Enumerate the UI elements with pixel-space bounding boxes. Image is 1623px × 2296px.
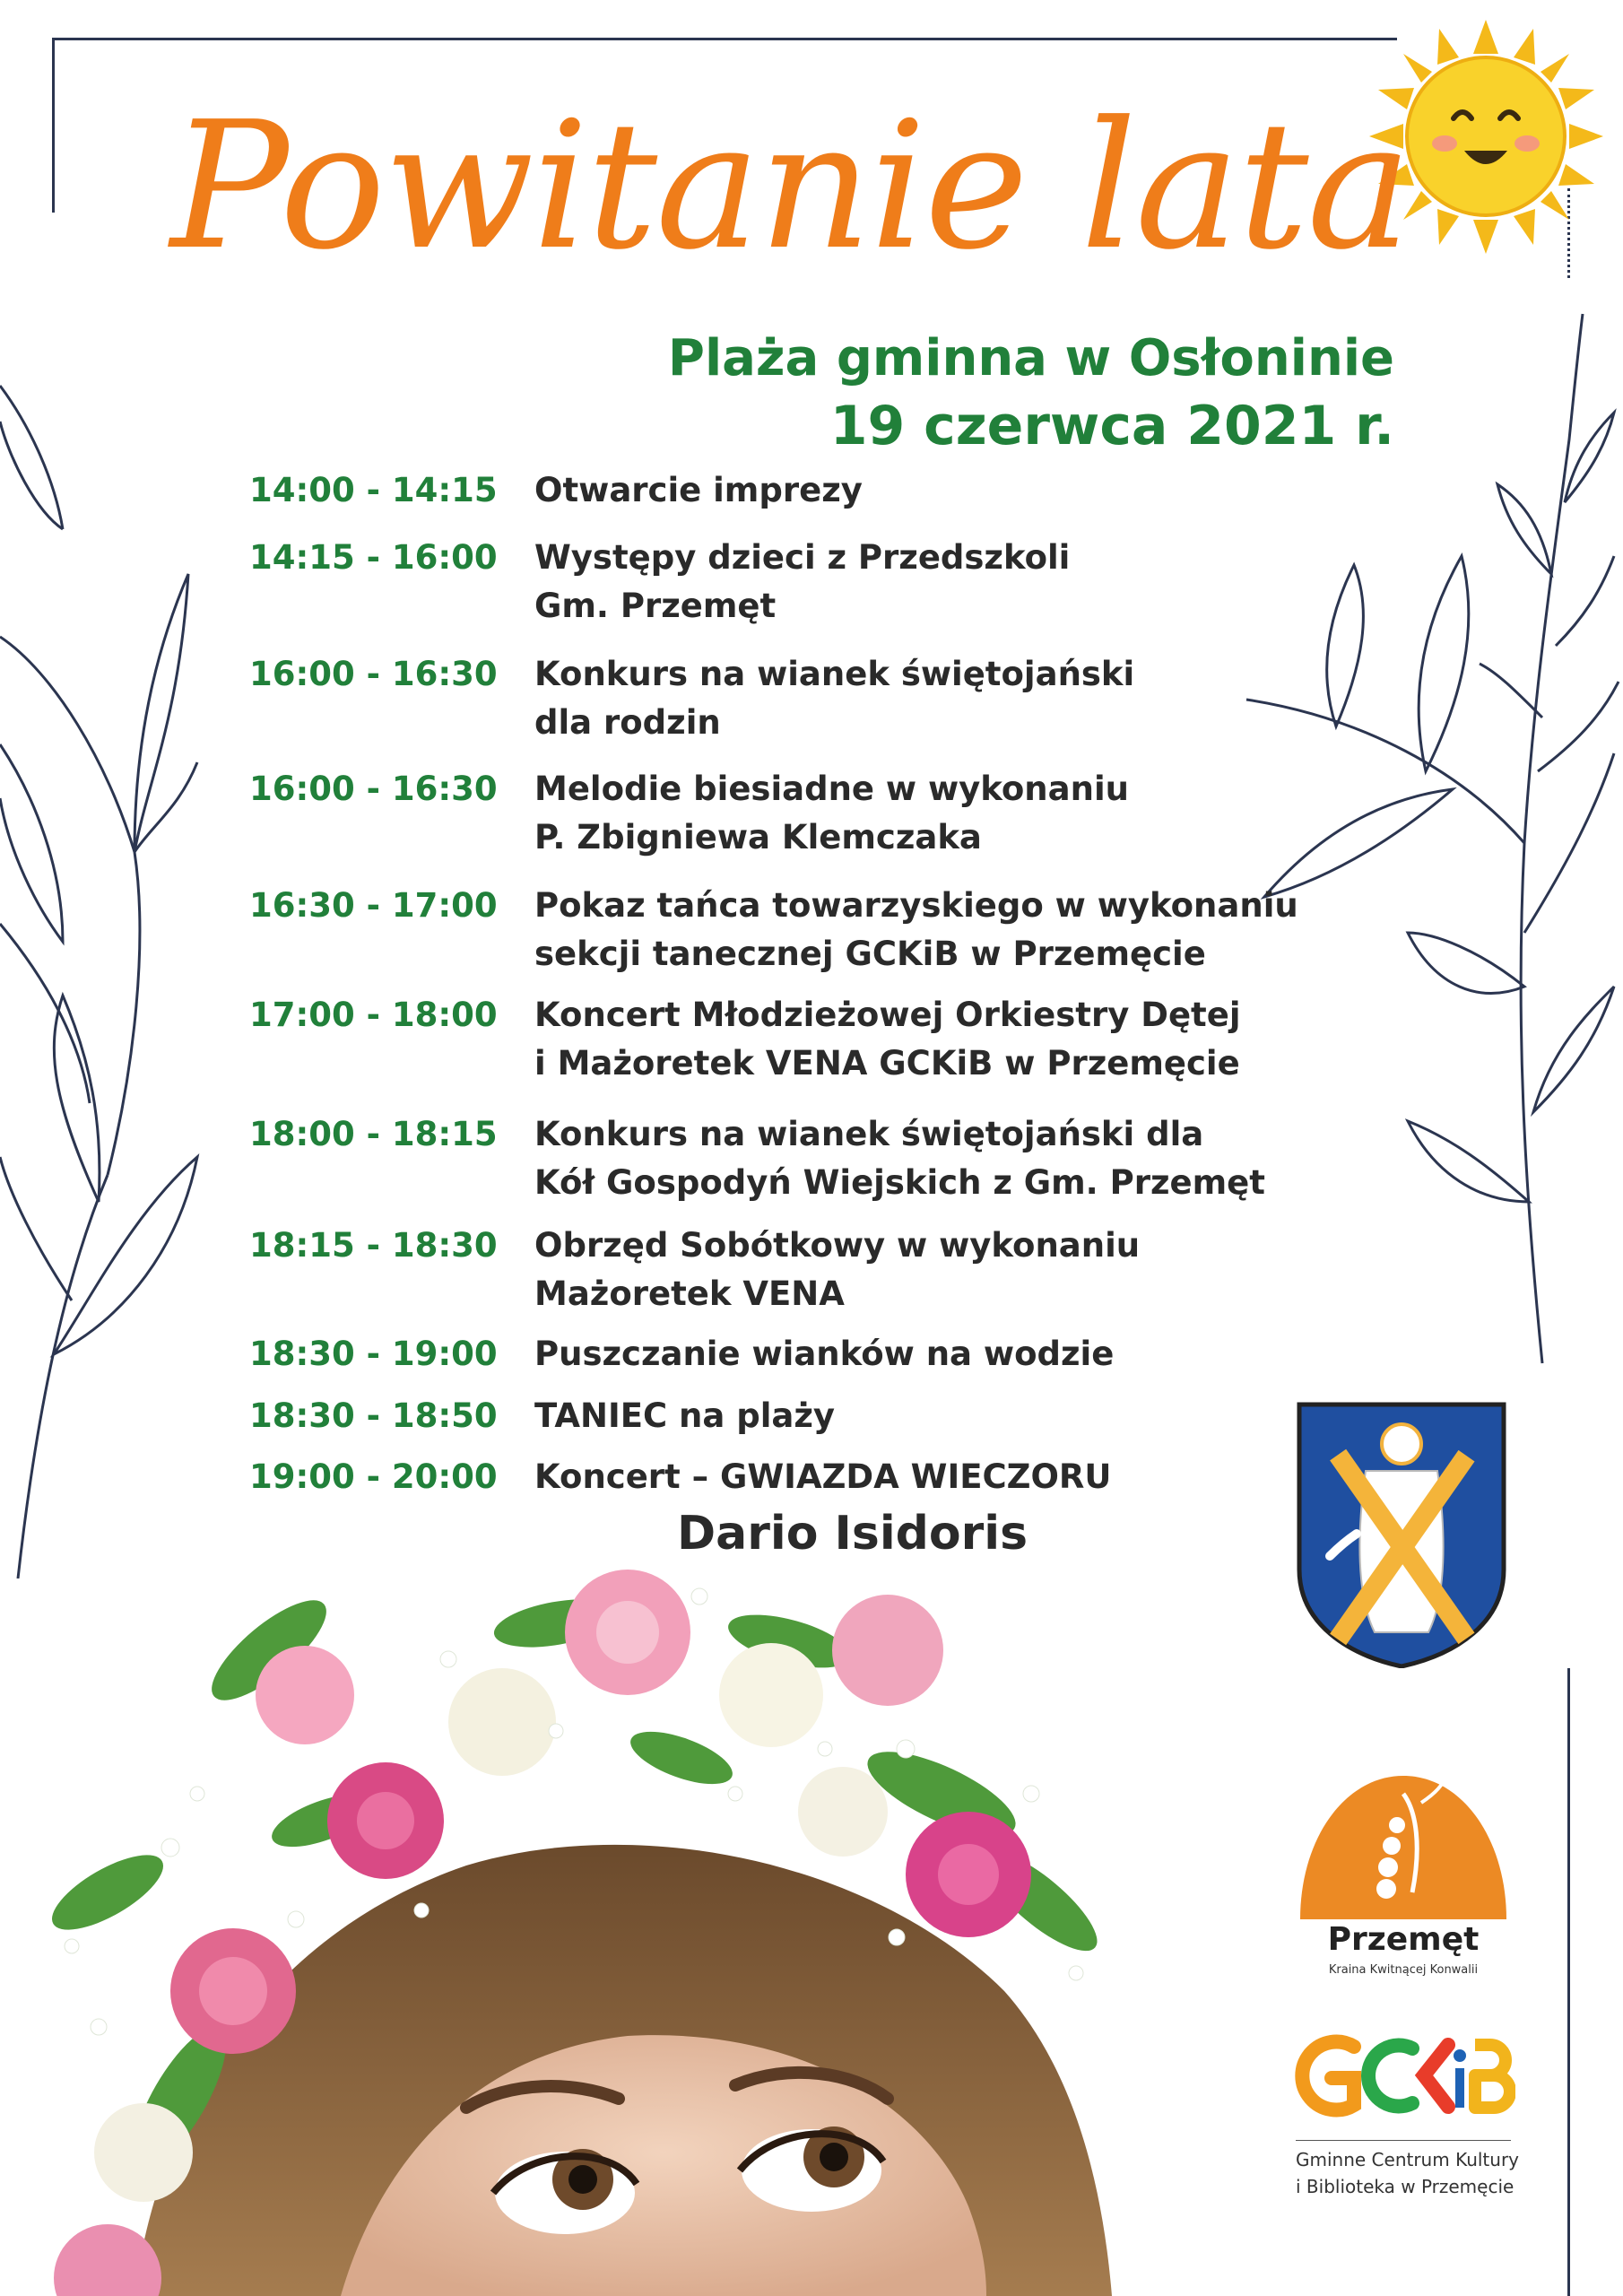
event-date: 19 czerwca 2021 r. — [829, 395, 1394, 457]
headline-performer: Dario Isidoris — [677, 1507, 1028, 1561]
schedule-time: 18:00 - 18:15 — [249, 1115, 498, 1153]
schedule-time: 19:00 - 20:00 — [249, 1457, 498, 1496]
frame-left-line — [52, 38, 55, 213]
schedule-description: Koncert Młodzieżowej Orkiestry Dętej i Mażoretek VENA GCKiB w Przemęcie — [534, 996, 1241, 1083]
schedule-description: Konkurs na wianek świętojański dla rodzin — [534, 655, 1135, 742]
schedule-description: Melodie biesiadne w wykonaniu P. Zbigniewa Klemczaka — [534, 770, 1129, 857]
schedule-description: Pokaz tańca towarzyskiego w wykonaniu sekcji tanecznej GCKiB w Przemęcie — [534, 886, 1298, 973]
schedule-time: 16:30 - 17:00 — [249, 886, 498, 925]
gckib-divider — [1296, 2140, 1511, 2141]
przemet-logo-tagline: Kraina Kwitnącej Konwalii — [1328, 1963, 1479, 1977]
przemet-logo-name: Przemęt — [1327, 1921, 1480, 1958]
event-location: Plaża gminna w Osłoninie — [667, 329, 1394, 387]
schedule-description: TANIEC na plaży — [534, 1396, 836, 1435]
schedule-time: 14:15 - 16:00 — [249, 538, 498, 577]
left-leaf-branches-icon — [0, 296, 215, 1578]
gckib-logo-icon — [1291, 2029, 1515, 2123]
schedule-description: Występy dzieci z Przedszkoli Gm. Przemęt — [534, 538, 1071, 625]
gckib-caption-line2: i Biblioteka w Przemęcie — [1296, 2176, 1515, 2197]
schedule-description: Obrzęd Sobótkowy w wykonaniu Mażoretek VENA — [534, 1226, 1141, 1313]
schedule-time: 17:00 - 18:00 — [249, 996, 498, 1034]
schedule-description: Konkurs na wianek świętojański dla Kół Gospodyń Wiejskich z Gm. Przemęt — [534, 1115, 1265, 1202]
schedule-time: 14:00 - 14:15 — [249, 471, 498, 509]
coat-of-arms-icon — [1294, 1399, 1509, 1668]
schedule-description: Otwarcie imprezy — [534, 471, 863, 509]
schedule-time: 18:30 - 18:50 — [249, 1396, 498, 1435]
schedule-time: 16:00 - 16:30 — [249, 770, 498, 808]
frame-top-line — [52, 38, 1397, 40]
schedule-description: Koncert – GWIAZDA WIECZORU — [534, 1457, 1112, 1496]
schedule-time: 16:00 - 16:30 — [249, 655, 498, 693]
frame-right-line — [1567, 1668, 1570, 2296]
gckib-caption-line1: Gminne Centrum Kultury — [1296, 2149, 1520, 2170]
schedule-time: 18:15 - 18:30 — [249, 1226, 498, 1265]
schedule-description: Puszczanie wianków na wodzie — [534, 1335, 1115, 1373]
poster-title: Powitanie lata — [170, 84, 1410, 289]
schedule-time: 18:30 - 19:00 — [249, 1335, 498, 1373]
girl-with-flower-wreath-photo — [0, 1525, 1273, 2296]
